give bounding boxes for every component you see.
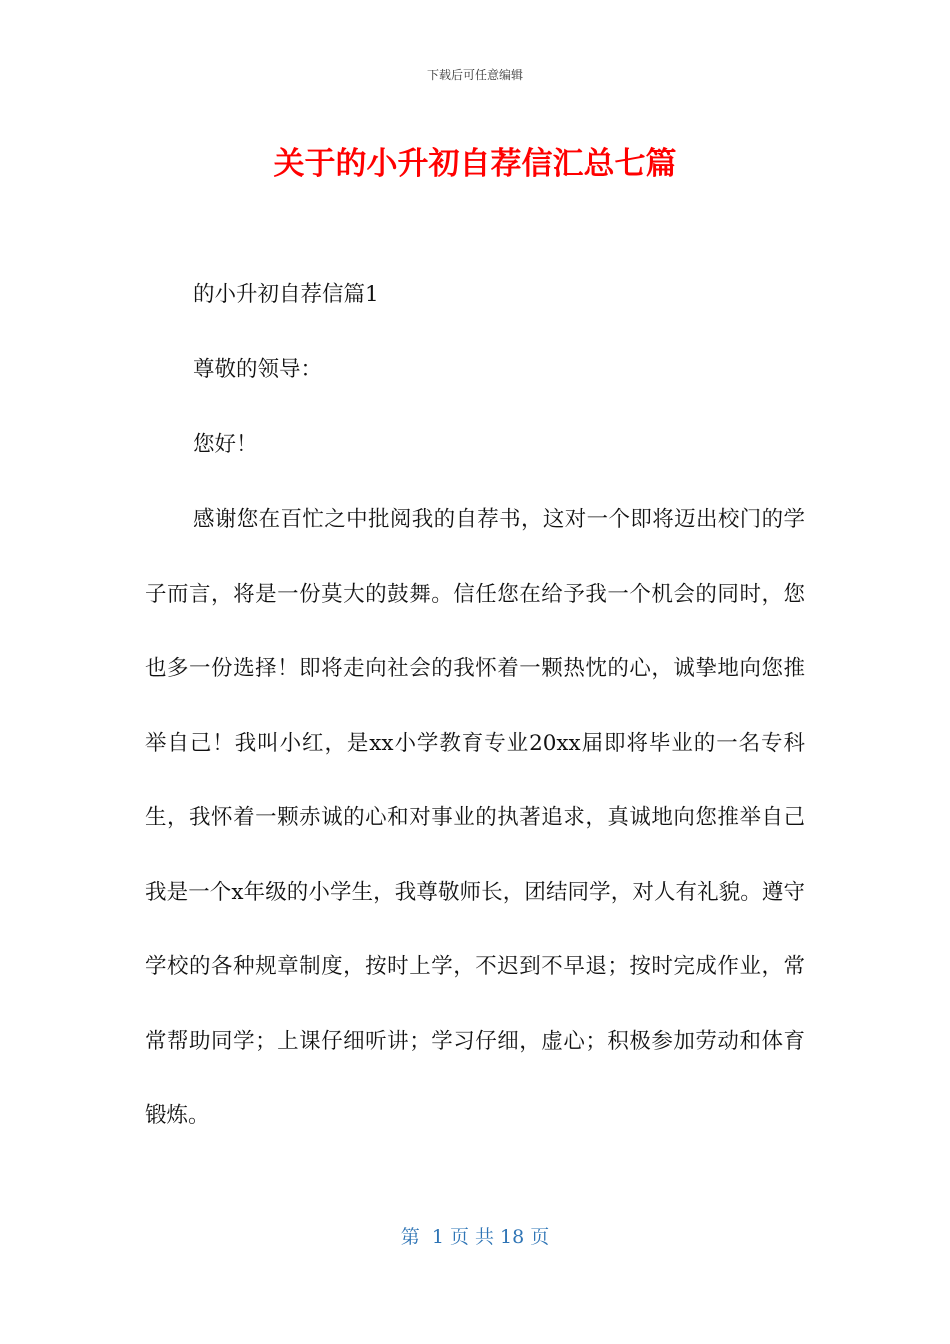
page-number-footer: 第 1 页 共 18 页 xyxy=(400,1226,550,1248)
salutation: 尊敬的领导： xyxy=(193,357,323,382)
section-heading: 的小升初自荐信篇1 xyxy=(193,282,379,307)
document-body xyxy=(145,272,805,1184)
body-paragraph: 感谢您在百忙之中批阅我的自荐书，这对一个即将迈出校门的学子而言，将是一份莫大的鼓舞。信任您在给予我一个机会的同时，您也多一份选择！即将走向社会的我怀着一颗热忱的心，诚挚地向您推举自己！我叫小红，是xx小学教育专业20xx届即将毕业的一名专科生，我怀着一颗赤诚的心和对事业的执著追求，真诚地向您推举自己我是一个x年级的小学生，我尊敬师长，团结同学，对人有礼貌。遵守学校的各种规章制度，按时上学，不迟到不早退；按时完成作业，常常帮助同学；上课仔细听讲；学习仔细，虚心；积极参加劳动和体育锻炼。 xyxy=(145,507,805,1128)
greeting: 您好！ xyxy=(193,432,258,457)
page-header-note: 下载后可任意编辑 xyxy=(426,68,523,82)
document-title: 关于的小升初自荐信汇总七篇 xyxy=(273,146,677,182)
